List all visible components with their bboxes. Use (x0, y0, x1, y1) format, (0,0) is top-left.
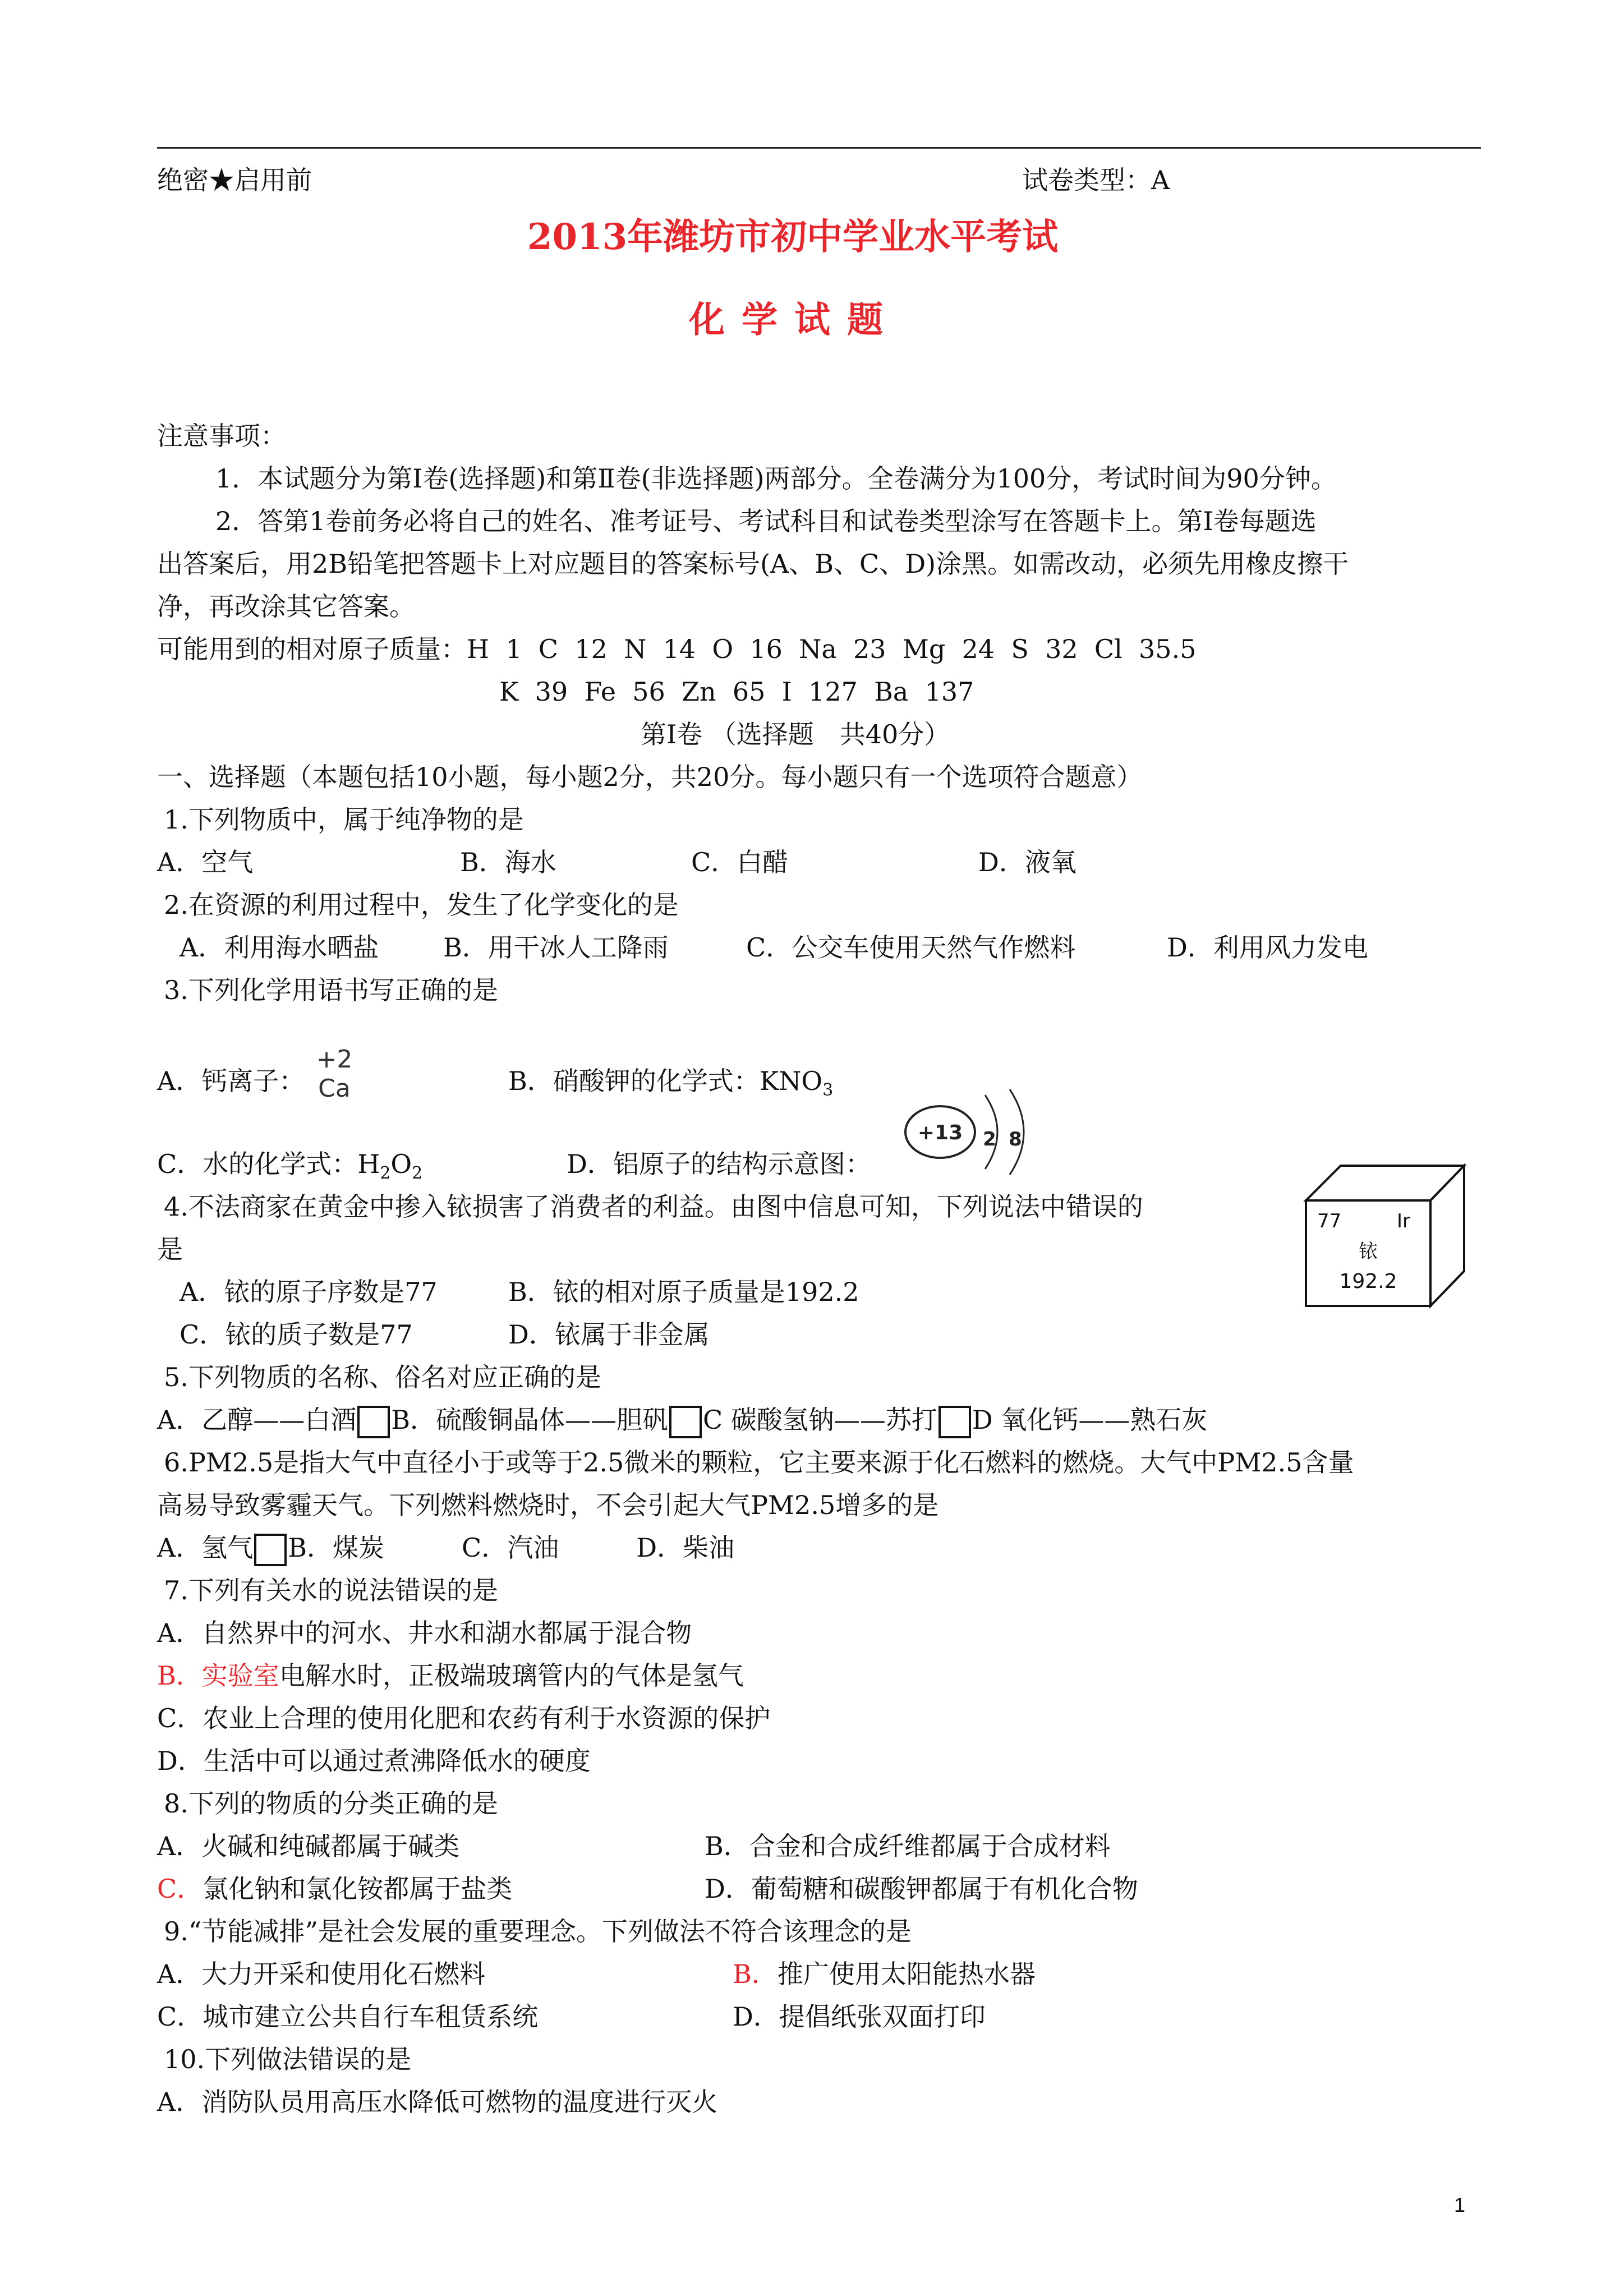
q9-option-c: C．城市建立公共自行车租赁系统 (157, 2001, 539, 2032)
confidential-label: 绝密★启用前 (157, 165, 312, 195)
q3-option-c: C．水的化学式：$H_2O_2$ (157, 1149, 423, 1183)
q2-option-d: D．利用风力发电 (1167, 932, 1368, 963)
q2-option-b: B．用干冰人工降雨 (443, 932, 669, 963)
q7-option-d: D．生活中可以通过煮沸降低水的硬度 (157, 1746, 591, 1776)
notice-heading: 注意事项： (157, 421, 286, 451)
q4-option-c: C．铱的质子数是77 (180, 1319, 413, 1350)
q9-option-d: D．提倡纸张双面打印 (733, 2001, 986, 2032)
question-5: 5.下列物质的名称、俗名对应正确的是 (164, 1362, 601, 1392)
notice-2-line1: 2．答第1卷前务必将自己的姓名、准考证号、考试科目和试卷类型涂写在答题卡上。第Ⅰ卷每题选 (215, 506, 1317, 536)
notice-2-line2: 出答案后，用2B铅笔把答题卡上对应题目的答案标号(A、B、C、D)涂黑。如需改动，必须先用橡皮擦干 (157, 549, 1349, 579)
q6-options: A．氢气 B．煤炭 C．汽油 D．柴油 (157, 1530, 734, 1566)
question-6-line1: 6.PM2.5是指大气中直径小于或等于2.5微米的颗粒，它主要来源于化石燃料的燃烧。大气中PM2.5含量 (164, 1447, 1354, 1478)
q7-option-a: A．自然界中的河水、井水和湖水都属于混合物 (157, 1618, 692, 1648)
notice-2-line3: 净，再改涂其它答案。 (157, 591, 415, 622)
q4-option-d: D．铱属于非金属 (508, 1319, 710, 1350)
question-2: 2.在资源的利用过程中，发生了化学变化的是 (164, 890, 679, 920)
q9-option-a: A．大力开采和使用化石燃料 (157, 1959, 486, 1989)
question-1: 1.下列物质中，属于纯净物的是 (164, 804, 524, 835)
q7-option-c: C．农业上合理的使用化肥和农药有利于水资源的保护 (157, 1703, 771, 1733)
question-10: 10.下列做法错误的是 (164, 2044, 412, 2074)
aluminum-atom-diagram (900, 1083, 1034, 1195)
q4-option-a: A．铱的原子序数是77 (180, 1277, 438, 1307)
q3-option-b: B．硝酸钾的化学式：$KNO_3$ (508, 1066, 834, 1100)
question-6-line2: 高易导致雾霾天气。下列燃料燃烧时，不会引起大气PM2.5增多的是 (157, 1490, 939, 1520)
q1-option-a: A．空气 (157, 847, 254, 877)
page-number: 1 (1454, 2193, 1466, 2216)
q1-option-b: B．海水 (460, 847, 556, 877)
atomic-mass-line2: K 39 Fe 56 Zn 65 I 127 Ba 137 (499, 677, 974, 707)
q8-option-d: D．葡萄糖和碳酸钾都属于有机化合物 (705, 1874, 1138, 1904)
atomic-mass-line1: 可能用到的相对原子质量：H 1 C 12 N 14 O 16 Na 23 Mg 24 S 32 Cl 35.5 (157, 634, 1197, 664)
answer-box (669, 1406, 702, 1438)
question-4-line1: 4.不法商家在黄金中掺入铱损害了消费者的利益。由图中信息可知，下列说法中错误的 (164, 1191, 1143, 1222)
shell-2-electrons: 8 (1009, 1128, 1022, 1151)
calcium-charge: +2 (316, 1045, 353, 1074)
q8-option-a: A．火碱和纯碱都属于碱类 (157, 1831, 460, 1861)
answer-box (357, 1406, 390, 1438)
header-rule (157, 147, 1481, 149)
q3-option-a-label: A．钙离子： (157, 1066, 305, 1096)
atomic-number: 77 (1317, 1210, 1342, 1232)
q8-option-b: B．合金和合成纤维都属于合成材料 (705, 1831, 1111, 1861)
question-4-line2: 是 (157, 1234, 183, 1264)
atomic-mass: 192.2 (1339, 1270, 1397, 1293)
element-name: 铱 (1359, 1240, 1378, 1263)
question-7: 7.下列有关水的说法错误的是 (164, 1575, 498, 1605)
exam-title: 2013年潍坊市初中学业水平考试 (527, 216, 1059, 258)
q7-option-b: B．实验室电解水时，正极端玻璃管内的气体是氢气 (157, 1660, 744, 1691)
q3-option-d: D．铝原子的结构示意图： (567, 1149, 871, 1179)
question-3: 3.下列化学用语书写正确的是 (164, 975, 498, 1005)
q1-option-d: D．液氧 (978, 847, 1076, 877)
part-one-instructions: 一、选择题（本题包括10小题，每小题2分，共20分。每小题只有一个选项符合题意） (157, 762, 1143, 792)
iridium-element-cube (1301, 1161, 1470, 1313)
nucleus-charge: +13 (917, 1121, 963, 1144)
notice-1: 1．本试题分为第Ⅰ卷(选择题)和第Ⅱ卷(非选择题)两部分。全卷满分为100分，考试时间为90分钟。 (215, 463, 1337, 494)
q2-option-c: C．公交车使用天然气作燃料 (746, 932, 1076, 963)
q2-option-a: A．利用海水晒盐 (180, 932, 379, 963)
exam-subtitle: 化学试题 (689, 299, 900, 341)
question-9: 9.“节能减排”是社会发展的重要理念。下列做法不符合该理念的是 (164, 1916, 912, 1947)
paper-type: 试卷类型：A (1022, 165, 1170, 195)
calcium-symbol: Ca (318, 1074, 351, 1103)
q9-option-b: B．推广使用太阳能热水器 (733, 1959, 1036, 1989)
element-symbol: Ir (1397, 1210, 1411, 1232)
shell-1-electrons: 2 (983, 1128, 996, 1151)
section-one-heading: 第Ⅰ卷 （选择题 共40分） (641, 719, 950, 749)
answer-box (938, 1406, 971, 1438)
question-8: 8.下列的物质的分类正确的是 (164, 1788, 498, 1819)
q5-options: A．乙醇——白酒 B．硫酸铜晶体——胆矾 C 碳酸氢钠——苏打 D 氧化钙——熟石灰 (157, 1402, 1207, 1438)
q8-option-c: C．氯化钠和氯化铵都属于盐类 (157, 1874, 513, 1904)
answer-box (254, 1534, 287, 1566)
q10-option-a: A．消防队员用高压水降低可燃物的温度进行灭火 (157, 2087, 718, 2117)
q4-option-b: B．铱的相对原子质量是192.2 (508, 1277, 859, 1307)
q1-option-c: C．白醋 (691, 847, 789, 877)
